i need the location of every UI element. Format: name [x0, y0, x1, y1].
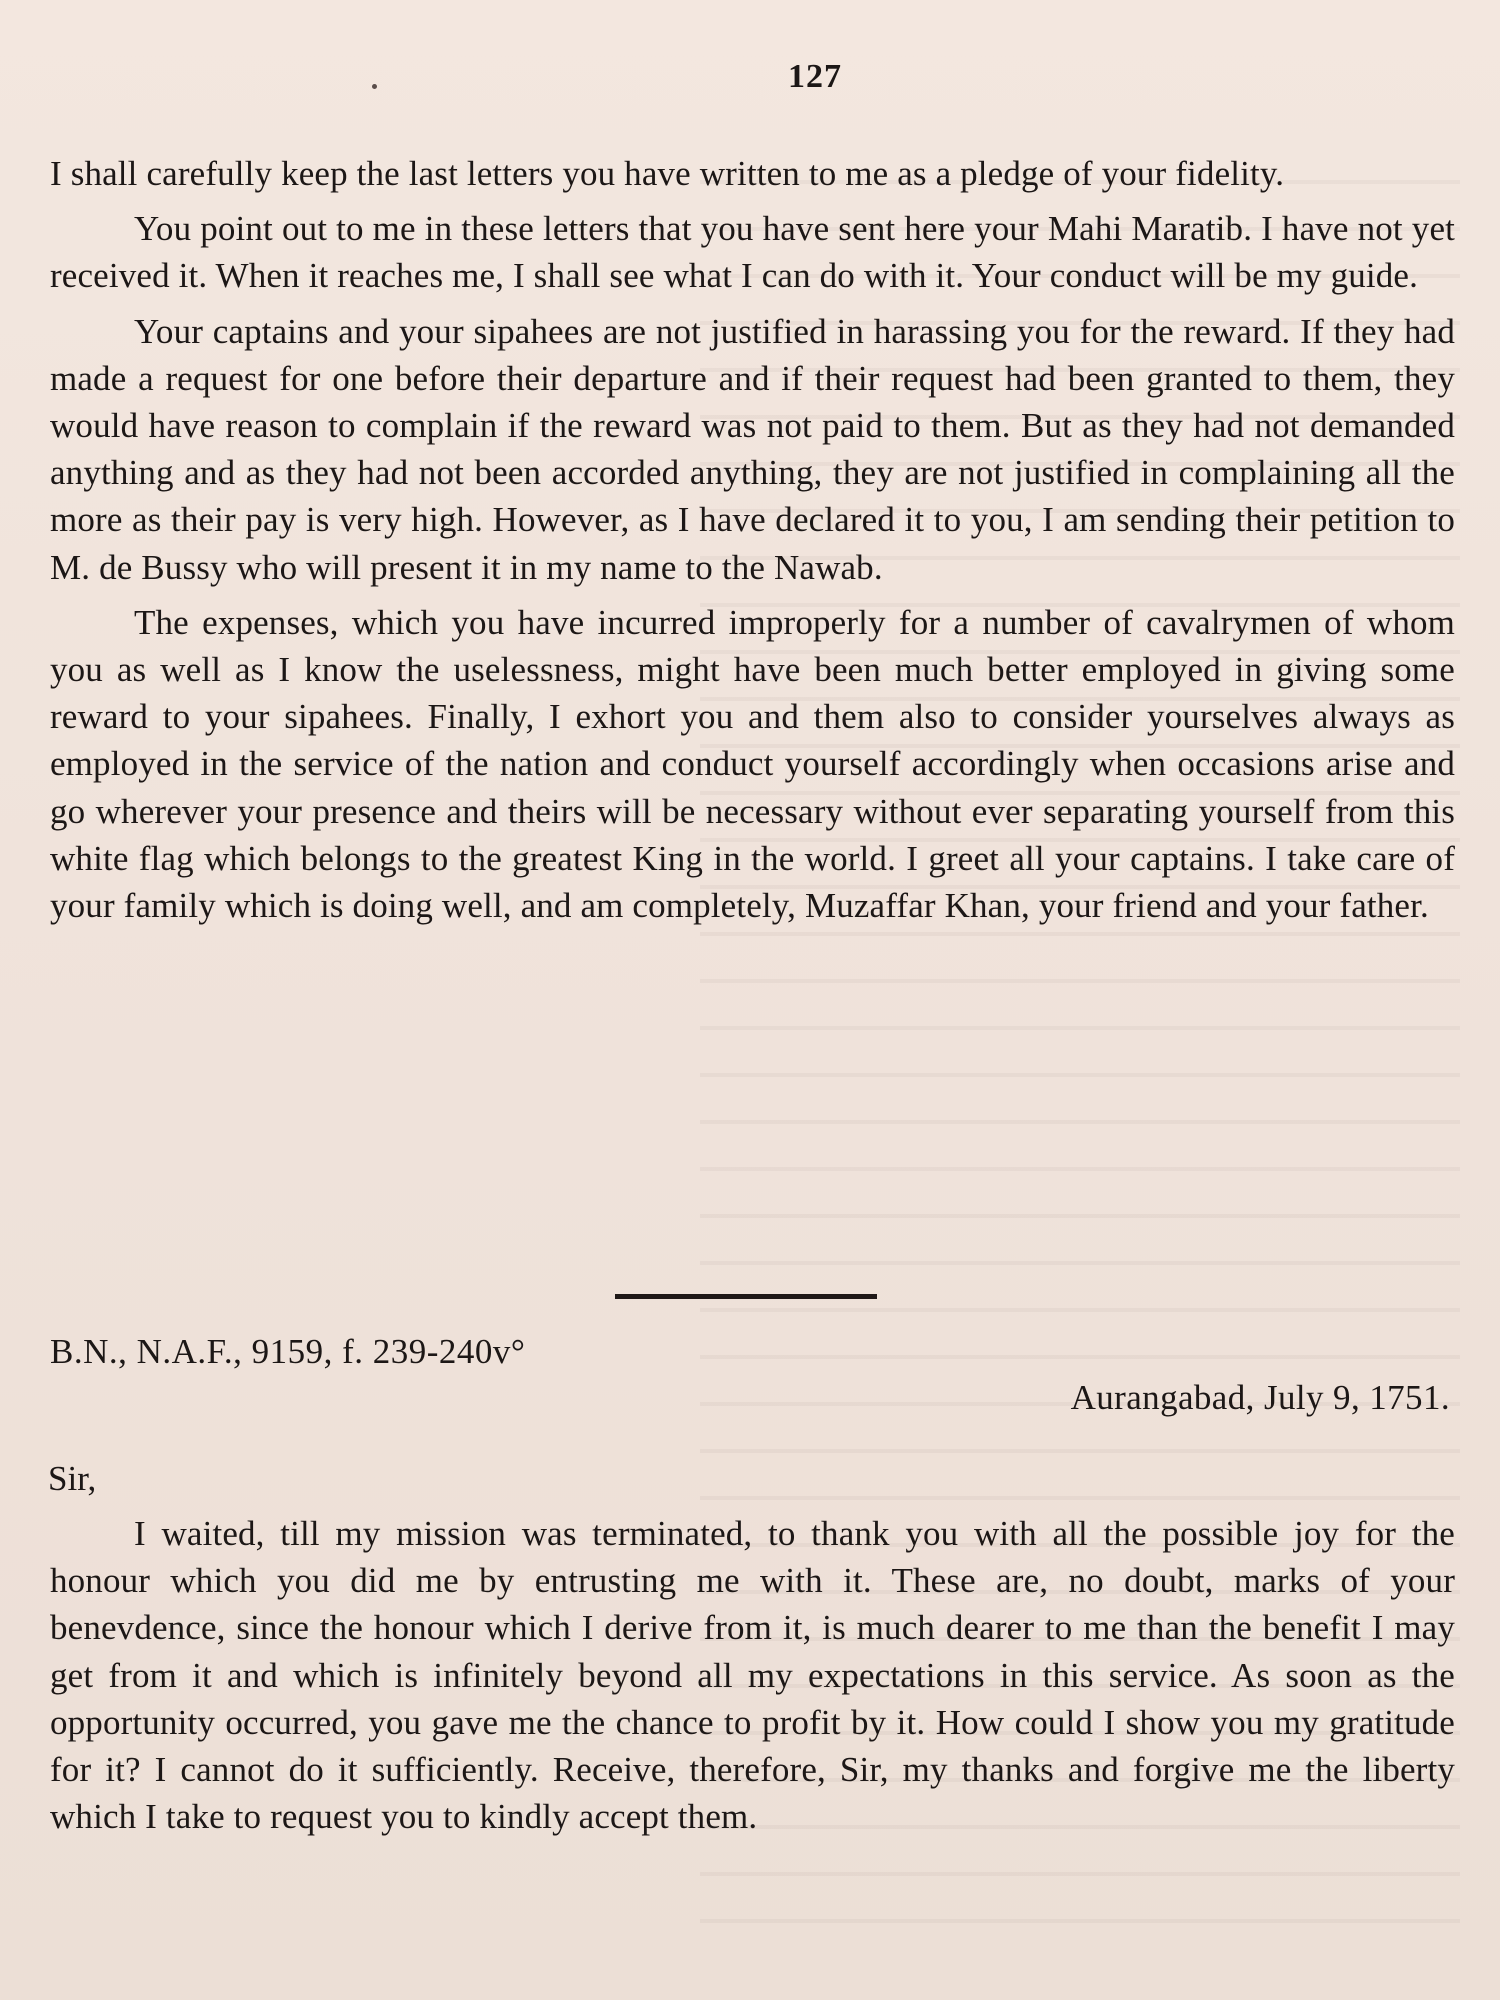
- page-number: 127: [788, 58, 842, 95]
- letter-body: I waited, till my mission was terminated, to thank you with all the possible joy for the honour which you did me by entrusting me with it. These are, no doubt, marks of your benevdence, since the honour which I derive from it, is much dearer to me than the benefit I may get from it and which is infinitely beyond all my expectations in this service. As soon as the opportunity occurred, you gave me the chance to profit by it. How could I show you my gratitude for it? I cannot do it sufficiently. Receive, therefore, Sir, my thanks and forgive me the liberty which I take to request you to kindly accept them.: [50, 1514, 1455, 1837]
- section-divider: [615, 1294, 877, 1299]
- paragraph-4: The expenses, which you have incurred improperly for a number of cavalrymen of whom you as well as I know the uselessness, might have been much better employed in giving some reward to your sipahees. Finally, I exhort you and them also to consider yourselves always as employed in the service of the nation and conduct yourself accordingly when occasions arise and go wherever your presence and theirs will be necessary without ever separating yourself from this white flag which belongs to the greatest King in the world. I greet all your captains. I take care of your family which is doing well, and am completely, Muzaffar Khan, your friend and your father.: [50, 602, 1455, 926]
- letter-continuation: [50, 150, 1455, 929]
- paragraph-3: Your captains and your sipahees are not justified in harassing you for the reward. If they had made a request for one before their departure and if their request had been granted to them, they would have reason to complain if the reward was not paid to them. But as they had not demanded anything and as they had not been accorded anything, they are not justified in complaining all the more as their pay is very high. However, as I have declared it to you, I am sending their petition to M. de Bussy who will present it in my name to the Nawab.: [50, 311, 1455, 587]
- letter-salutation: Sir,: [48, 1459, 97, 1498]
- source-reference: B.N., N.A.F., 9159, f. 239-240v°: [50, 1332, 526, 1371]
- letter-place-date: Aurangabad, July 9, 1751.: [1070, 1378, 1450, 1417]
- paragraph-2: You point out to me in these letters that you have sent here your Mahi Maratib. I have not yet received it. When it reaches me, I shall see what I can do with it. Your conduct will be my guide.: [50, 209, 1455, 296]
- paragraph-1: I shall carefully keep the last letters you have written to me as a pledge of your fidelity.: [50, 154, 1285, 193]
